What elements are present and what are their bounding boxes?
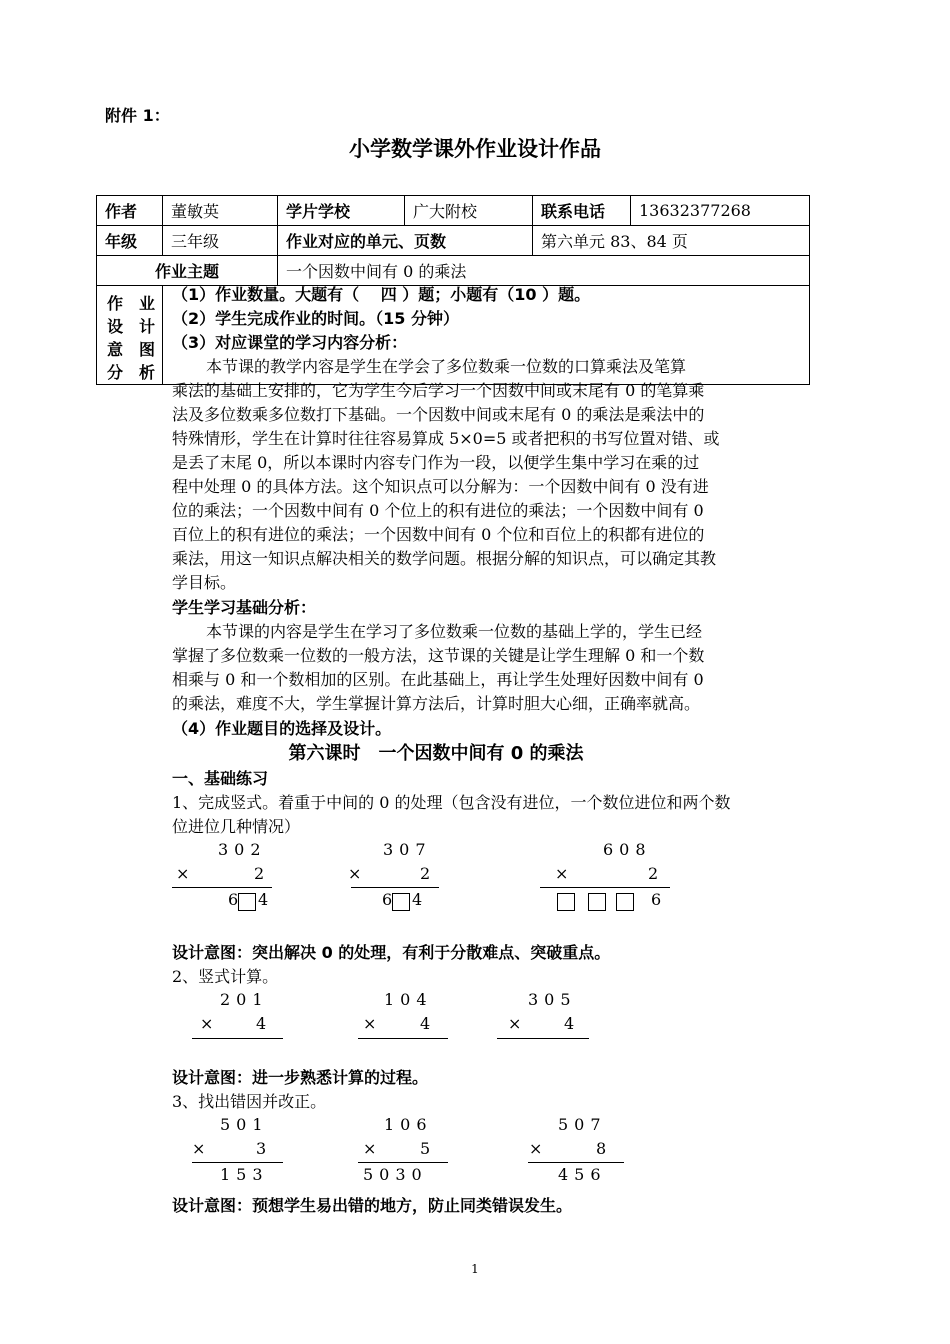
calc-result: 456: [558, 1165, 607, 1184]
unit-label: 作业对应的单元、页数: [278, 226, 533, 256]
calc-times: ×: [529, 1139, 549, 1158]
calc-rule: [540, 887, 670, 888]
author-label: 作者: [97, 196, 163, 226]
form-table: [96, 195, 810, 1215]
calc-rule: [497, 1038, 589, 1039]
calc-top: 307: [383, 840, 432, 859]
table-row: [97, 256, 810, 286]
paragraph-line: 的乘法，难度不大，学生掌握计算方法后，计算时胆大心细，正确率就高。: [172, 694, 701, 713]
school-label: 学片学校: [278, 196, 405, 226]
paragraph-line: 学目标。: [172, 573, 237, 592]
paragraph-line: 百位上的积有进位的乘法；一个因数中间有 0 个位和百位上的积都有进位的: [172, 525, 705, 544]
paragraph-line: 乘法的基础上安排的，它为学生今后学习一个因数中间或末尾有 0 的笔算乘: [172, 381, 705, 400]
answer-box[interactable]: [588, 893, 606, 911]
table-row: [97, 196, 810, 226]
calc-multiplier: 2: [420, 864, 437, 883]
answer-box[interactable]: [557, 893, 575, 911]
paragraph-line: 掌握了多位数乘一位数的一般方法，这节课的关键是让学生理解 0 和一个数: [172, 646, 705, 665]
grade-label: 年级: [97, 226, 163, 256]
workload-line: （1）作业数量。大题有（ 四 ）题；小题有（10 ）题。: [172, 285, 591, 304]
paragraph-line: 本节课的教学内容是学生在学会了多位数乘一位数的口算乘法及笔算: [206, 357, 687, 376]
calc-rule: [528, 1162, 624, 1163]
calc-result-digit: 6: [382, 890, 399, 909]
calc-top: 302: [218, 840, 267, 859]
paragraph-line: 乘法，用这一知识点解决相关的数学问题。根据分解的知识点，可以确定其教: [172, 549, 717, 568]
intent-label: 作 业 设 计 意 图 分 析: [107, 294, 155, 382]
intent-content: [163, 285, 810, 1215]
author-value: 董敏英: [163, 196, 278, 226]
calc-times: ×: [200, 1014, 220, 1033]
student-basis-heading: 学生学习基础分析：: [172, 598, 317, 617]
calc-top: 507: [558, 1115, 607, 1134]
calc-result-digit: 6: [651, 890, 668, 909]
calc-result: 5030: [363, 1165, 428, 1184]
calc-rule: [172, 887, 272, 888]
time-line: （2）学生完成作业的时间。（15 分钟）: [172, 309, 459, 328]
calc-top: 305: [528, 990, 577, 1009]
question-1-line: 1、完成竖式。着重于中间的 0 的处理（包含没有进位，一个数位进位和两个数: [172, 793, 731, 812]
answer-box[interactable]: [616, 893, 634, 911]
calc-result-digit: 4: [412, 890, 429, 909]
calc-times: ×: [348, 864, 368, 883]
section-basic-practice: 一、基础练习: [172, 769, 269, 788]
paragraph-line: 特殊情形，学生在计算时往往容易算成 5×0=5 或者把积的书写位置对错、或: [172, 429, 720, 448]
phone-label: 联系电话: [533, 196, 631, 226]
question-3: 3、找出错因并改正。: [172, 1092, 327, 1111]
paragraph-line: 法及多位数乘多位数打下基础。一个因数中间或末尾有 0 的乘法是乘法中的: [172, 405, 705, 424]
paragraph-line: 位的乘法；一个因数中间有 0 个位上的积有进位的乘法；一个因数中间有 0: [172, 501, 704, 520]
calc-multiplier: 4: [420, 1014, 437, 1033]
calc-top: 608: [603, 840, 652, 859]
design-intent-2: 设计意图：进一步熟悉计算的过程。: [172, 1068, 429, 1087]
calc-rule: [358, 1162, 448, 1163]
design-heading: （4）作业题目的选择及设计。: [172, 719, 392, 738]
paragraph-line: 本节课的内容是学生在学习了多位数乘一位数的基础上学的，学生已经: [206, 622, 703, 641]
calc-multiplier: 5: [420, 1139, 437, 1158]
phone-value: 13632377268: [631, 196, 810, 226]
lesson-title: 第六课时 一个因数中间有 0 的乘法: [288, 743, 584, 764]
answer-box[interactable]: [238, 893, 256, 911]
document-title: 小学数学课外作业设计作品: [349, 137, 601, 161]
topic-value: 一个因数中间有 0 的乘法: [278, 256, 810, 286]
calc-times: ×: [363, 1139, 383, 1158]
paragraph-line: 是丢了末尾 0，所以本课时内容专门作为一段，以便学生集中学习在乘的过: [172, 453, 700, 472]
calc-result-digit: 4: [258, 890, 275, 909]
calc-times: ×: [192, 1139, 212, 1158]
grade-value: 三年级: [163, 226, 278, 256]
table-row: [97, 286, 810, 385]
unit-value: 第六单元 83、84 页: [533, 226, 810, 256]
question-1-line: 位进位几种情况）: [172, 817, 301, 836]
paragraph-line: 相乘与 0 和一个数相加的区别。在此基础上，再让学生处理好因数中间有 0: [172, 670, 704, 689]
calc-times: ×: [508, 1014, 528, 1033]
calc-result: 153: [220, 1165, 269, 1184]
calc-times: ×: [363, 1014, 383, 1033]
calc-times: ×: [176, 864, 196, 883]
intent-label-cell: [97, 286, 163, 385]
design-intent-1: 设计意图：突出解决 0 的处理，有利于分散难点、突破重点。: [172, 943, 611, 962]
calc-top: 201: [220, 990, 269, 1009]
calc-multiplier: 8: [596, 1139, 613, 1158]
school-value: 广大附校: [405, 196, 533, 226]
topic-label: 作业主题: [97, 256, 278, 286]
calc-result-digit: 6: [228, 890, 245, 909]
calc-top: 501: [220, 1115, 269, 1134]
design-intent-3: 设计意图：预想学生易出错的地方，防止同类错误发生。: [172, 1196, 573, 1215]
paragraph-line: 程中处理 0 的具体方法。这个知识点可以分解为：一个因数中间有 0 没有进: [172, 477, 709, 496]
page-number: 1: [471, 1262, 479, 1276]
calc-times: ×: [555, 864, 575, 883]
calc-top: 104: [384, 990, 433, 1009]
calc-multiplier: 4: [564, 1014, 581, 1033]
calc-multiplier: 2: [648, 864, 665, 883]
analysis-heading: （3）对应课堂的学习内容分析：: [172, 333, 408, 352]
question-2: 2、竖式计算。: [172, 967, 279, 986]
calc-rule: [351, 887, 439, 888]
calc-multiplier: 4: [256, 1014, 273, 1033]
calc-rule: [192, 1038, 283, 1039]
attachment-label: 附件 1：: [105, 106, 170, 125]
calc-rule: [192, 1162, 283, 1163]
calc-rule: [358, 1038, 448, 1039]
calc-top: 106: [384, 1115, 433, 1134]
calc-multiplier: 3: [256, 1139, 273, 1158]
calc-multiplier: 2: [254, 864, 271, 883]
table-row: [97, 226, 810, 256]
answer-box[interactable]: [392, 893, 410, 911]
